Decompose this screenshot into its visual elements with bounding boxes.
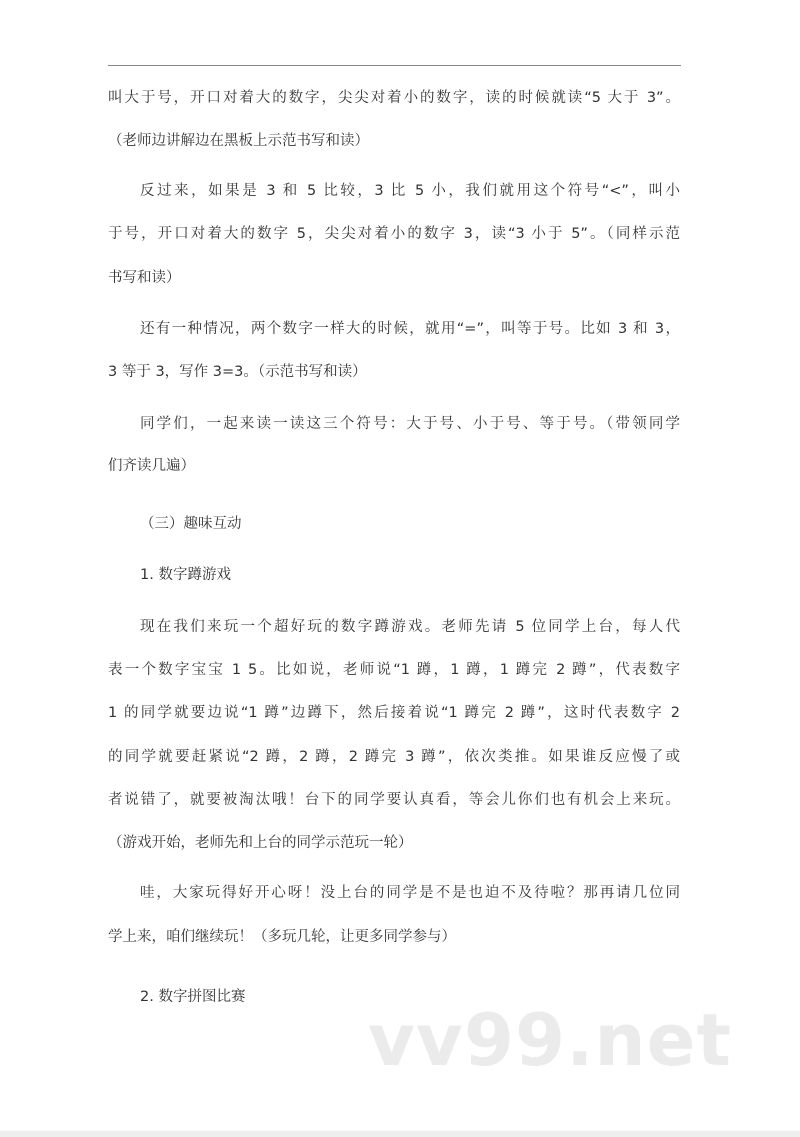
text-line: 表一个数字宝宝 1 5。比如说，老师说“1 蹲，1 蹲，1 蹲完 2 蹲”，代表数字	[108, 662, 680, 678]
text-line: 叫大于号，开口对着大的数字，尖尖对着小的数字，读的时候就读“5 大于 3”。	[108, 90, 680, 106]
text-line: 1 的同学就要边说“1 蹲”边蹲下，然后接着说“1 蹲完 2 蹲”，这时代表数字 2	[108, 705, 680, 721]
text-line: 者说错了，就要被淘汰哦！台下的同学要认真看，等会儿你们也有机会上来玩。	[108, 792, 680, 808]
header-rule	[108, 65, 681, 66]
subsection-heading: 1. 数字蹲游戏	[140, 567, 231, 583]
text-line: 哇，大家玩得好开心呀！没上台的同学是不是也迫不及待啦？那再请几位同	[140, 885, 680, 901]
text-line: 们齐读几遍）	[108, 458, 195, 474]
text-line: （老师边讲解边在黑板上示范书写和读）	[108, 133, 369, 149]
text-line: 书写和读）	[108, 270, 181, 286]
text-line: 的同学就要赶紧说“2 蹲，2 蹲，2 蹲完 3 蹲”，依次类推。如果谁反应慢了或	[108, 749, 680, 765]
page-bottom-edge	[0, 1131, 800, 1137]
watermark: vv99.net	[368, 998, 732, 1082]
section-heading: （三）趣味互动	[140, 516, 242, 532]
text-line: 还有一种情况，两个数字一样大的时候，就用“=”，叫等于号。比如 3 和 3，	[140, 321, 680, 337]
text-line: 现在我们来玩一个超好玩的数字蹲游戏。老师先请 5 位同学上台，每人代	[140, 619, 680, 635]
text-line: 于号，开口对着大的数字 5，尖尖对着小的数字 3，读“3 小于 5”。（同样示范	[108, 226, 680, 242]
text-line: （游戏开始，老师先和上台的同学示范玩一轮）	[108, 835, 413, 851]
text-line: 同学们，一起来读一读这三个符号：大于号、小于号、等于号。（带领同学	[140, 416, 680, 432]
subsection-heading: 2. 数字拼图比赛	[140, 989, 246, 1005]
text-line: 3 等于 3，写作 3=3。（示范书写和读）	[108, 364, 367, 380]
text-line: 反过来，如果是 3 和 5 比较，3 比 5 小，我们就用这个符号“<”，叫小	[140, 183, 680, 199]
text-line: 学上来，咱们继续玩！（多玩几轮，让更多同学参与）	[108, 929, 456, 945]
